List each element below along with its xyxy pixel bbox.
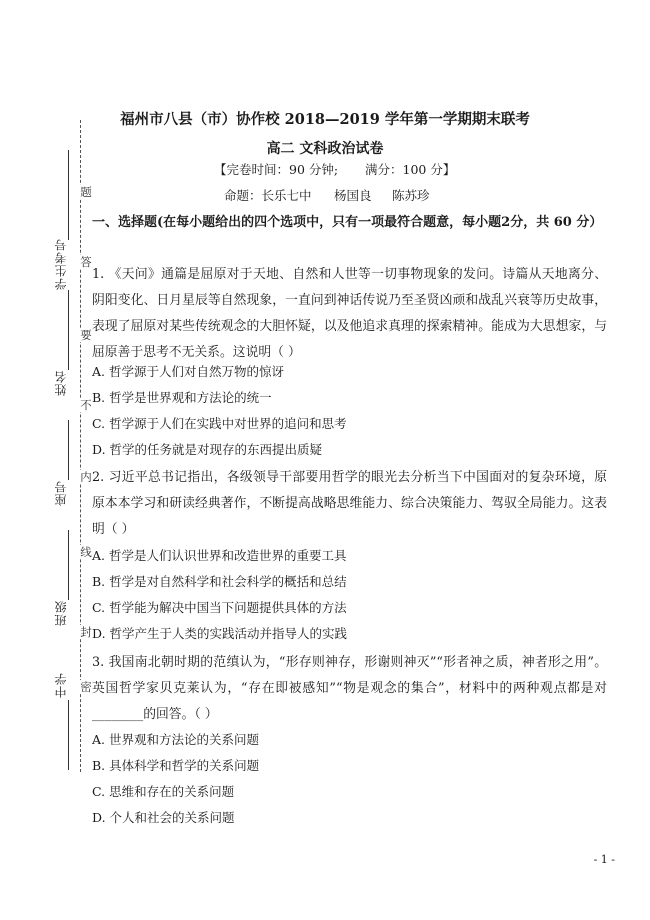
binding-line-student-id	[68, 150, 69, 240]
author-name: 陈苏珍	[392, 188, 430, 203]
seal-dashed-line	[80, 120, 81, 772]
seal-char: 内	[80, 470, 92, 484]
option-b: B. 哲学是世界观和方法论的统一	[92, 390, 272, 405]
option-d: D. 个人和社会的关系问题	[92, 810, 235, 825]
option-c: C. 哲学源于人们在实践中对世界的追问和思考	[92, 416, 347, 431]
setter-label: 命题：长乐七中	[224, 188, 312, 203]
score-label: 满分：100 分】	[365, 162, 456, 177]
option-c: C. 思维和存在的关系问题	[92, 784, 235, 799]
question-stem: 1. 《天问》通篇是屈原对于天地、自然和人世等一切事物现象的发问。诗篇从天地离分、阴阳变化、日月星辰等自然现象，一直问到神话传说乃至圣贤凶顽和战乱兴衰等历史故事，表现了屈原对某些传统观念的大胆怀疑，以及他追求真理的探索精神。能成为大思想家，与屈原善于思考不无关系。这说明（ ）	[92, 267, 607, 360]
exam-title: 福州市八县（市）协作校 2018—2019 学年第一学期期末联考	[120, 111, 530, 128]
exam-subtitle: 高二 文科政治试卷	[266, 141, 384, 157]
option-d: D. 哲学产生于人类的实践活动并指导人的实践	[92, 626, 348, 641]
option-b: B. 具体科学和哲学的关系问题	[92, 758, 260, 773]
binding-line-seat	[68, 420, 69, 480]
binding-label-class: 班级	[54, 600, 68, 626]
binding-line-school	[68, 700, 69, 770]
seal-char: 题	[80, 185, 92, 199]
binding-line-class	[68, 530, 69, 600]
seal-char: 密	[80, 680, 92, 694]
option-d: D. 哲学的任务就是对现存的东西提出质疑	[92, 442, 323, 457]
seal-char: 要	[80, 328, 92, 342]
binding-label-seat: 座号	[54, 480, 68, 506]
binding-line-name	[68, 290, 69, 370]
binding-label-name: 姓名	[54, 370, 68, 396]
section-heading: 一、选择题(在每小题给出的四个选项中，只有一项最符合题意，每小题2分，共 60 分）	[92, 215, 603, 230]
binding-label-student-id: 学生考号	[54, 238, 68, 290]
seal-char: 封	[80, 625, 92, 639]
option-b: B. 哲学是对自然科学和社会科学的概括和总结	[92, 574, 347, 589]
page-number: - 1 -	[593, 853, 615, 866]
seal-char: 答	[80, 255, 92, 269]
option-a: A. 哲学是人们认识世界和改造世界的重要工具	[92, 548, 347, 563]
option-a: A. 世界观和方法论的关系问题	[92, 732, 259, 747]
option-a: A. 哲学源于人们对自然万物的惊讶	[92, 364, 284, 379]
time-label: 【完卷时间：90 分钟;	[214, 162, 339, 177]
seal-char: 线	[80, 545, 92, 559]
question-stem: 2. 习近平总书记指出，各级领导干部要用哲学的眼光去分析当下中国面对的复杂环境，原原本本学习和研读经典著作，不断提高战略思维能力、综合决策能力、驾驭全局能力。这表明（ ）	[92, 470, 607, 537]
option-c: C. 哲学能为解决中国当下问题提供具体的方法	[92, 600, 347, 615]
seal-char: 不	[80, 398, 92, 412]
question-stem: 3. 我国南北朝时期的范缜认为，“形存则神存，形谢则神灭”“形者神之质，神者形之用”。英国哲学家贝克莱认为，“存在即被感知”“物是观念的集合”，材料中的两种观点都是对________的回答。（ ）	[92, 655, 607, 722]
author-name: 杨国良	[334, 188, 372, 203]
binding-label-school: 中学	[54, 672, 68, 698]
